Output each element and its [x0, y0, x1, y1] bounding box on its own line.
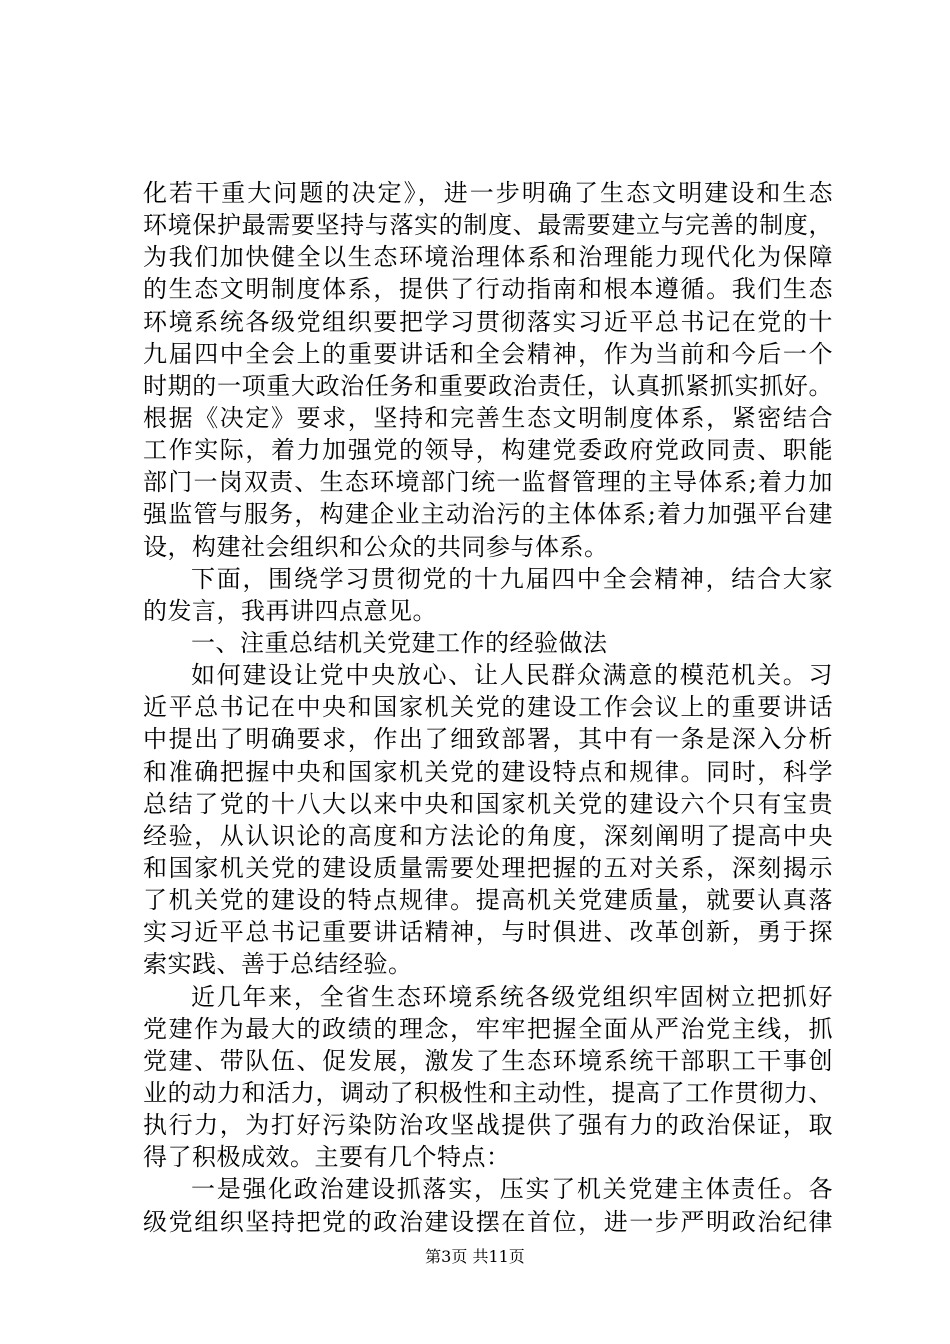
text-line: 时期的一项重大政治任务和重要政治责任，认真抓紧抓实抓好。 [143, 371, 833, 400]
text-line: 级党组织坚持把党的政治建设摆在首位，进一步严明政治纪律 [143, 1207, 833, 1236]
page-number: 第3页 共11页 [425, 1247, 525, 1266]
text-line: 一是强化政治建设抓落实，压实了机关党建主体责任。各 [191, 1175, 833, 1204]
text-line: 总结了党的十八大以来中央和国家机关党的建设六个只有宝贵 [143, 789, 833, 818]
text-line: 工作实际，着力加强党的领导，构建党委政府党政同责、职能 [143, 436, 833, 465]
text-line: 如何建设让党中央放心、让人民群众满意的模范机关。习 [191, 661, 833, 690]
text-line: 党建、带队伍、促发展，激发了生态环境系统干部职工干事创 [143, 1046, 833, 1075]
text-line: 九届四中全会上的重要讲话和全会精神，作为当前和今后一个 [143, 339, 833, 368]
text-line: 环境系统各级党组织要把学习贯彻落实习近平总书记在党的十 [143, 307, 833, 336]
text-line: 索实践、善于总结经验。 [143, 950, 413, 979]
text-line: 执行力，为打好污染防治攻坚战提供了强有力的政治保证，取 [143, 1111, 833, 1140]
text-line: 得了积极成效。主要有几个特点： [143, 1143, 511, 1172]
text-line: 中提出了明确要求，作出了细致部署，其中有一条是深入分析 [143, 725, 833, 754]
text-line: 党建作为最大的政绩的理念，牢牢把握全面从严治党主线，抓 [143, 1014, 833, 1043]
text-line: 一、注重总结机关党建工作的经验做法 [191, 628, 608, 657]
text-line: 近几年来，全省生态环境系统各级党组织牢固树立把抓好 [191, 982, 833, 1011]
text-line: 强监管与服务，构建企业主动治污的主体体系;着力加强平台建 [143, 500, 833, 529]
text-line: 为我们加快健全以生态环境治理体系和治理能力现代化为保障 [143, 243, 833, 272]
document-body [143, 177, 833, 1238]
text-line: 的发言，我再讲四点意见。 [143, 596, 437, 625]
text-line: 近平总书记在中央和国家机关党的建设工作会议上的重要讲话 [143, 693, 833, 722]
page-footer [0, 1246, 950, 1268]
text-line: 的生态文明制度体系，提供了行动指南和根本遵循。我们生态 [143, 275, 833, 304]
text-line: 和国家机关党的建设质量需要处理把握的五对关系，深刻揭示 [143, 853, 833, 882]
text-line: 和准确把握中央和国家机关党的建设特点和规律。同时，科学 [143, 757, 833, 786]
text-line: 下面，围绕学习贯彻党的十九届四中全会精神，结合大家 [191, 564, 833, 593]
text-line: 设，构建社会组织和公众的共同参与体系。 [143, 532, 609, 561]
text-line: 了机关党的建设的特点规律。提高机关党建质量，就要认真落 [143, 886, 833, 915]
text-line: 环境保护最需要坚持与落实的制度、最需要建立与完善的制度， [143, 211, 833, 240]
text-line: 根据《决定》要求，坚持和完善生态文明制度体系，紧密结合 [143, 403, 833, 432]
text-line: 经验，从认识论的高度和方法论的角度，深刻阐明了提高中央 [143, 821, 833, 850]
text-line: 业的动力和活力，调动了积极性和主动性，提高了工作贯彻力、 [143, 1078, 833, 1107]
text-line: 实习近平总书记重要讲话精神，与时俱进、改革创新，勇于探 [143, 918, 833, 947]
text-line: 部门一岗双责、生态环境部门统一监督管理的主导体系;着力加 [143, 468, 833, 497]
text-line: 化若干重大问题的决定》，进一步明确了生态文明建设和生态 [143, 179, 833, 207]
